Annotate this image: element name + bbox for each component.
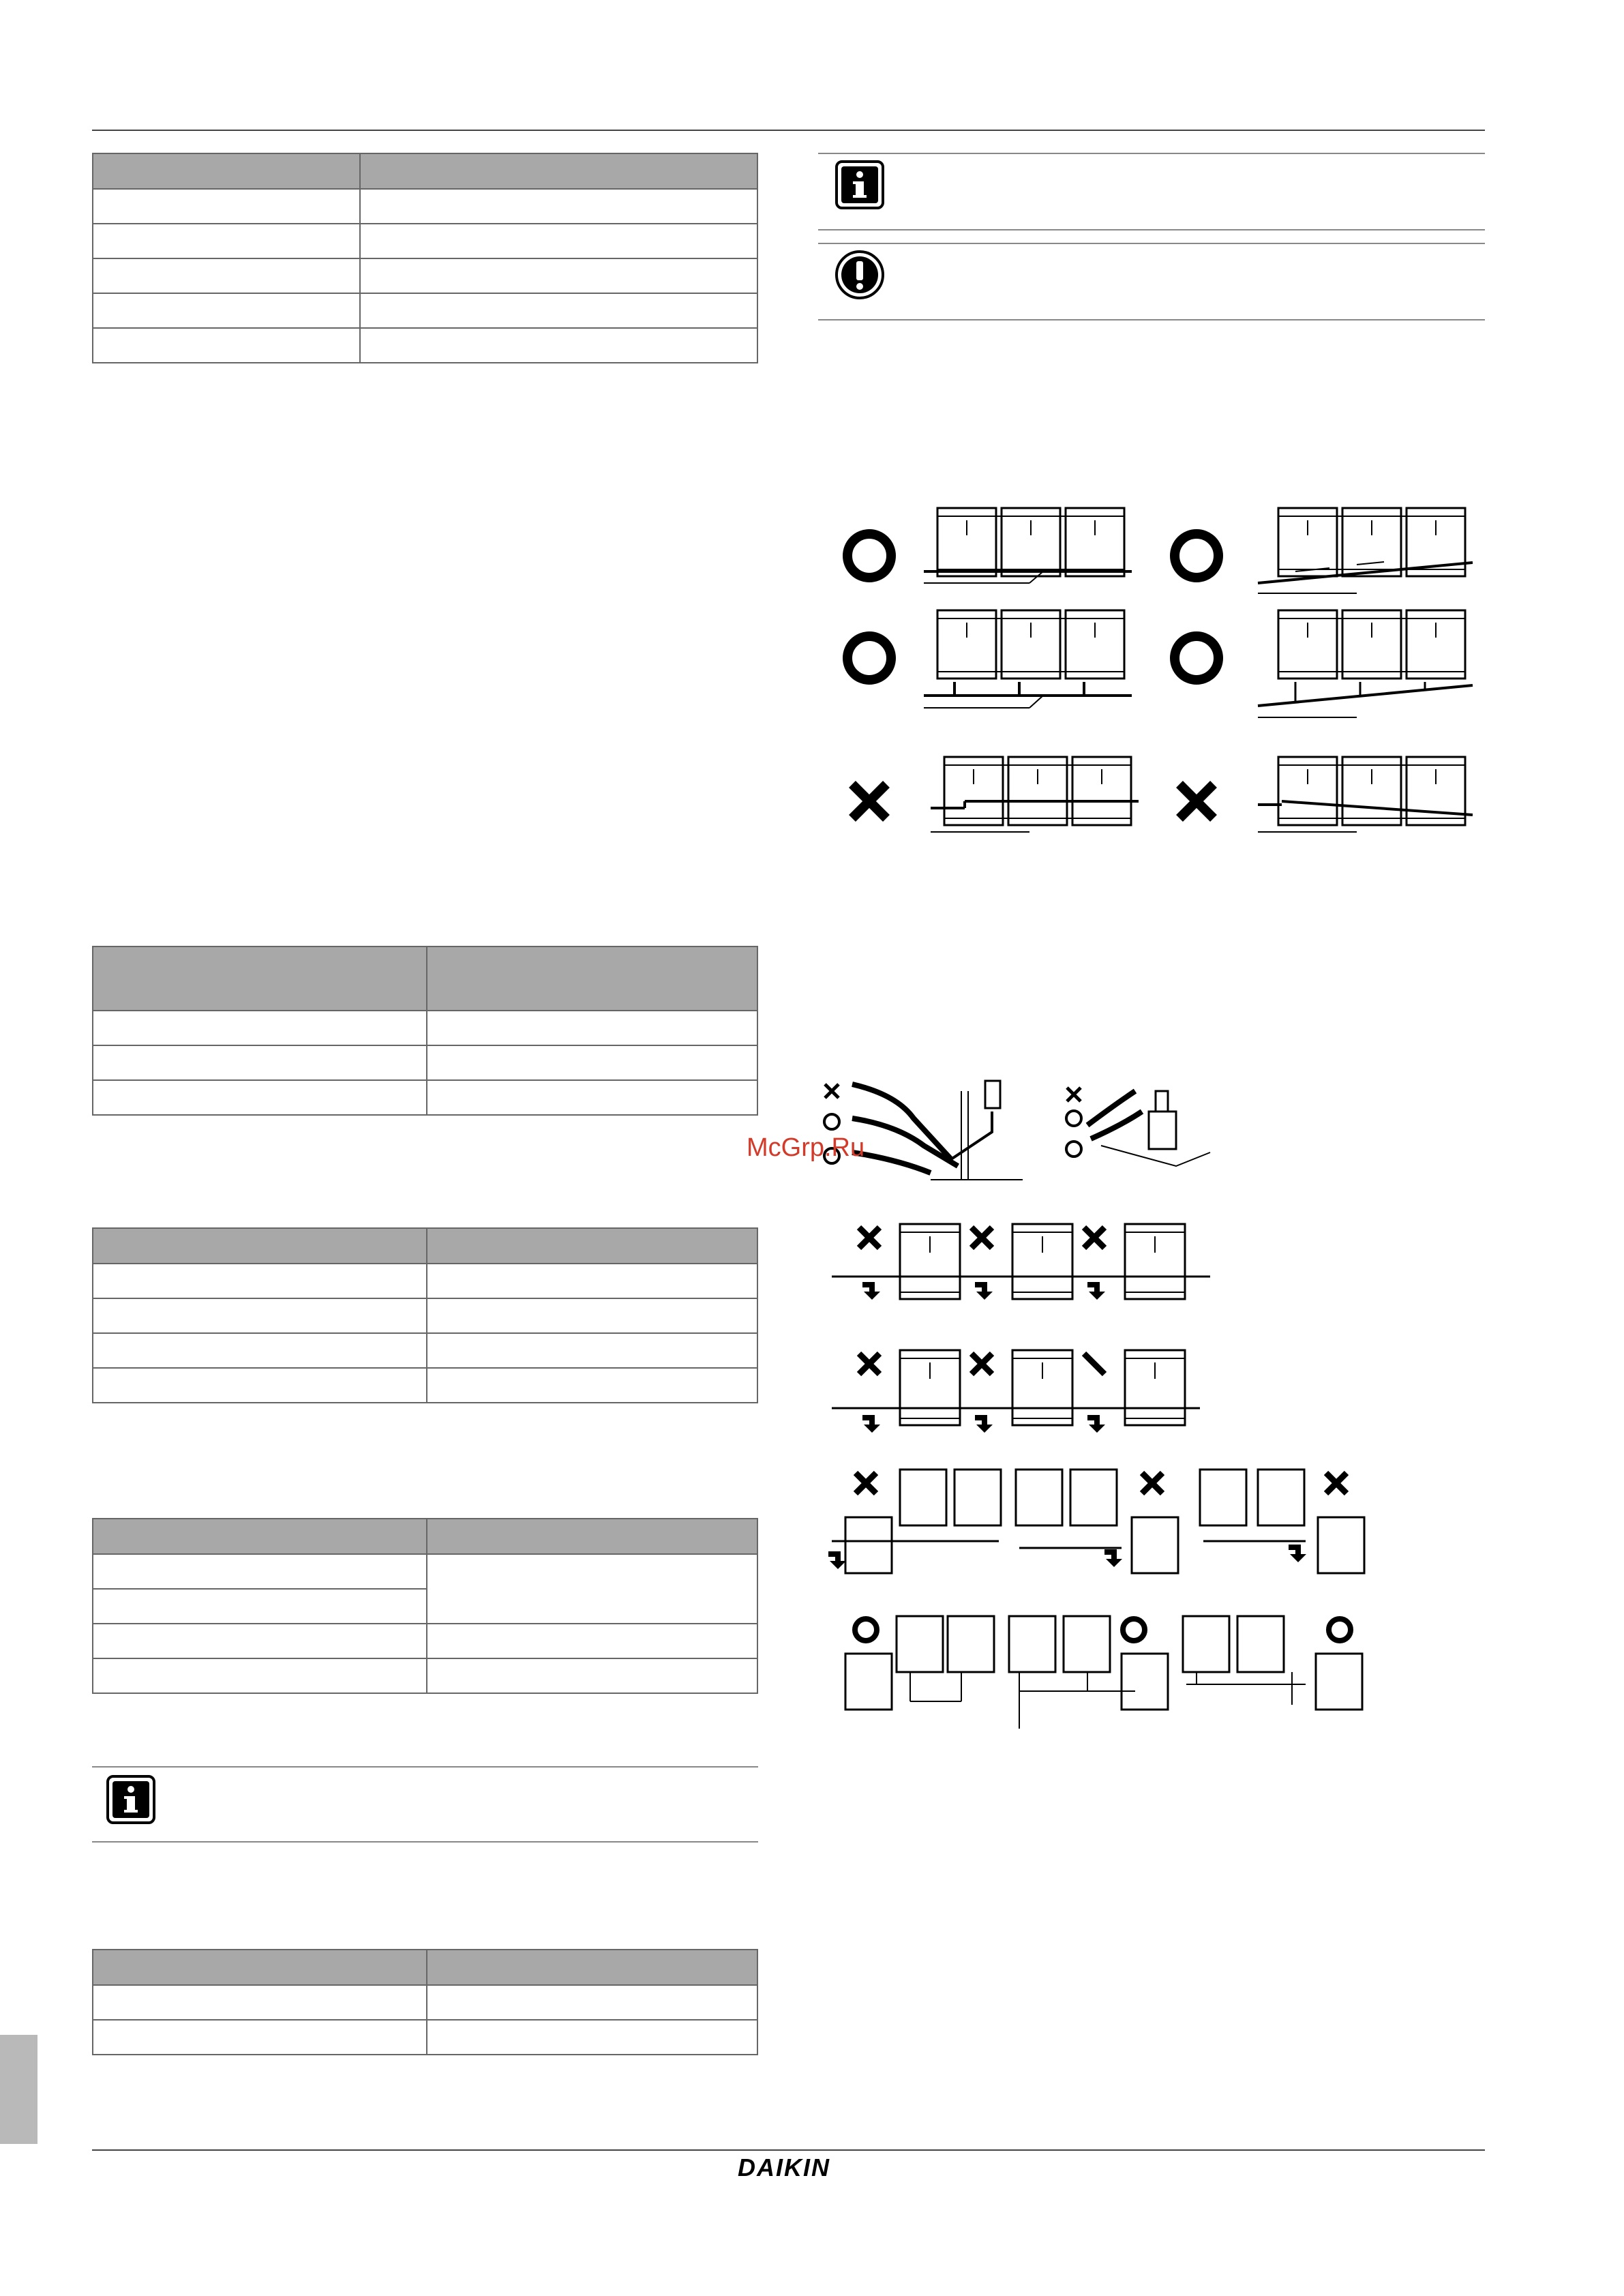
data-table-1 bbox=[92, 153, 758, 363]
info-icon bbox=[834, 160, 885, 210]
table-row bbox=[93, 1298, 757, 1333]
merged-cell bbox=[427, 1554, 757, 1624]
not-allowed-cross-icon bbox=[852, 784, 886, 818]
allowed-circle-icon bbox=[847, 534, 891, 578]
watermark-text: McGrp.Ru bbox=[747, 1133, 865, 1162]
table-row bbox=[93, 1985, 757, 2020]
exclamation-icon bbox=[834, 250, 885, 300]
allowed-circle-icon bbox=[1329, 1619, 1351, 1641]
table-header-row bbox=[93, 946, 757, 1011]
piping-connection-diagram bbox=[815, 1064, 1394, 1732]
not-allowed-cross-icon bbox=[1084, 1227, 1104, 1248]
table-header-row bbox=[93, 1519, 757, 1554]
table-row bbox=[93, 1264, 757, 1298]
allowed-circle-icon bbox=[1175, 636, 1218, 680]
table-row bbox=[93, 1624, 757, 1658]
not-allowed-cross-icon bbox=[1142, 1473, 1162, 1493]
unit-row-c bbox=[828, 1470, 1364, 1573]
allowed-circle-icon bbox=[847, 636, 891, 680]
table-row bbox=[93, 1658, 757, 1693]
daikin-logo: DAIKIN bbox=[738, 2153, 830, 2181]
data-table-5 bbox=[92, 1949, 758, 2055]
table-row bbox=[93, 293, 757, 328]
data-table-3 bbox=[92, 1227, 758, 1403]
warning-note bbox=[818, 243, 1485, 320]
chapter-side-tab bbox=[0, 2035, 37, 2144]
unit-row-a bbox=[832, 1224, 1210, 1300]
info-note-left bbox=[92, 1766, 758, 1843]
info-note-right bbox=[818, 153, 1485, 230]
hose-connection-illustration bbox=[824, 1081, 1210, 1180]
table-row bbox=[93, 189, 757, 224]
not-allowed-cross-icon bbox=[972, 1354, 992, 1374]
not-allowed-cross-icon bbox=[1179, 784, 1214, 818]
table-row bbox=[93, 1368, 757, 1403]
data-table-4 bbox=[92, 1518, 758, 1694]
table-row bbox=[93, 1045, 757, 1080]
not-allowed-cross-icon bbox=[972, 1227, 992, 1248]
table-row bbox=[93, 2020, 757, 2055]
table-row bbox=[93, 1554, 757, 1589]
unit-row-b bbox=[832, 1350, 1200, 1433]
table-row bbox=[93, 328, 757, 363]
data-table-2 bbox=[92, 946, 758, 1116]
not-allowed-cross-icon bbox=[1084, 1354, 1104, 1374]
table-header-row bbox=[93, 1950, 757, 1985]
drain-piping-patterns-diagram bbox=[818, 491, 1486, 846]
not-allowed-cross-icon bbox=[1326, 1473, 1347, 1493]
info-icon bbox=[106, 1774, 156, 1825]
not-allowed-cross-icon bbox=[859, 1227, 879, 1248]
table-row bbox=[93, 1080, 757, 1115]
allowed-circle-icon bbox=[1175, 534, 1218, 578]
table-row bbox=[93, 224, 757, 258]
allowed-circle-icon bbox=[855, 1619, 877, 1641]
table-row bbox=[93, 258, 757, 293]
unit-row-d bbox=[845, 1616, 1362, 1729]
table-header-row bbox=[93, 153, 757, 189]
not-allowed-cross-icon bbox=[859, 1354, 879, 1374]
table-row bbox=[93, 1011, 757, 1045]
table-row bbox=[93, 1333, 757, 1368]
footer-rule bbox=[92, 2149, 1485, 2151]
not-allowed-cross-icon bbox=[856, 1473, 876, 1493]
table-header-row bbox=[93, 1228, 757, 1264]
allowed-circle-icon bbox=[1123, 1619, 1145, 1641]
header-rule bbox=[92, 130, 1485, 131]
